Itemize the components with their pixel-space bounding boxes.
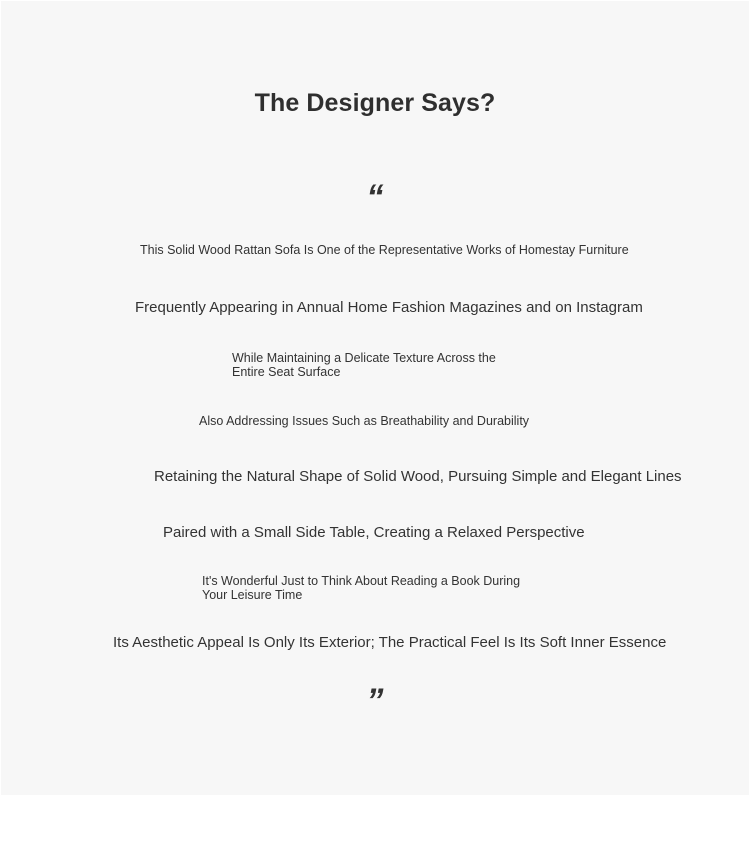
quote-line-6: Paired with a Small Side Table, Creating a Relaxed Perspective [163,524,585,541]
quote-line-8: Its Aesthetic Appeal Is Only Its Exterior; The Practical Feel Is Its Soft Inner Essence [113,634,667,651]
close-quote-mark: ” [366,682,384,720]
quote-line-7-part-2: Your Leisure Time [202,588,303,602]
quote-line-2: Frequently Appearing in Annual Home Fashion Magazines and on Instagram [135,299,643,316]
quote-line-7-part-1: It's Wonderful Just to Think About Reading a Book During [202,574,521,588]
quote-line-7 [202,574,547,602]
quote-line-3-part-2: Entire Seat Surface [232,365,341,379]
designer-says-panel [1,1,749,795]
quote-line-3-part-1: While Maintaining a Delicate Texture Across the [232,351,496,365]
quote-line-3 [232,351,532,379]
quote-line-5: Retaining the Natural Shape of Solid Wood, Pursuing Simple and Elegant Lines [154,468,682,485]
quote-line-1: This Solid Wood Rattan Sofa Is One of the Representative Works of Homestay Furniture [140,243,629,257]
open-quote-mark: “ [366,178,384,216]
quote-line-4: Also Addressing Issues Such as Breathability and Durability [199,414,530,428]
section-title: The Designer Says? [254,89,496,117]
